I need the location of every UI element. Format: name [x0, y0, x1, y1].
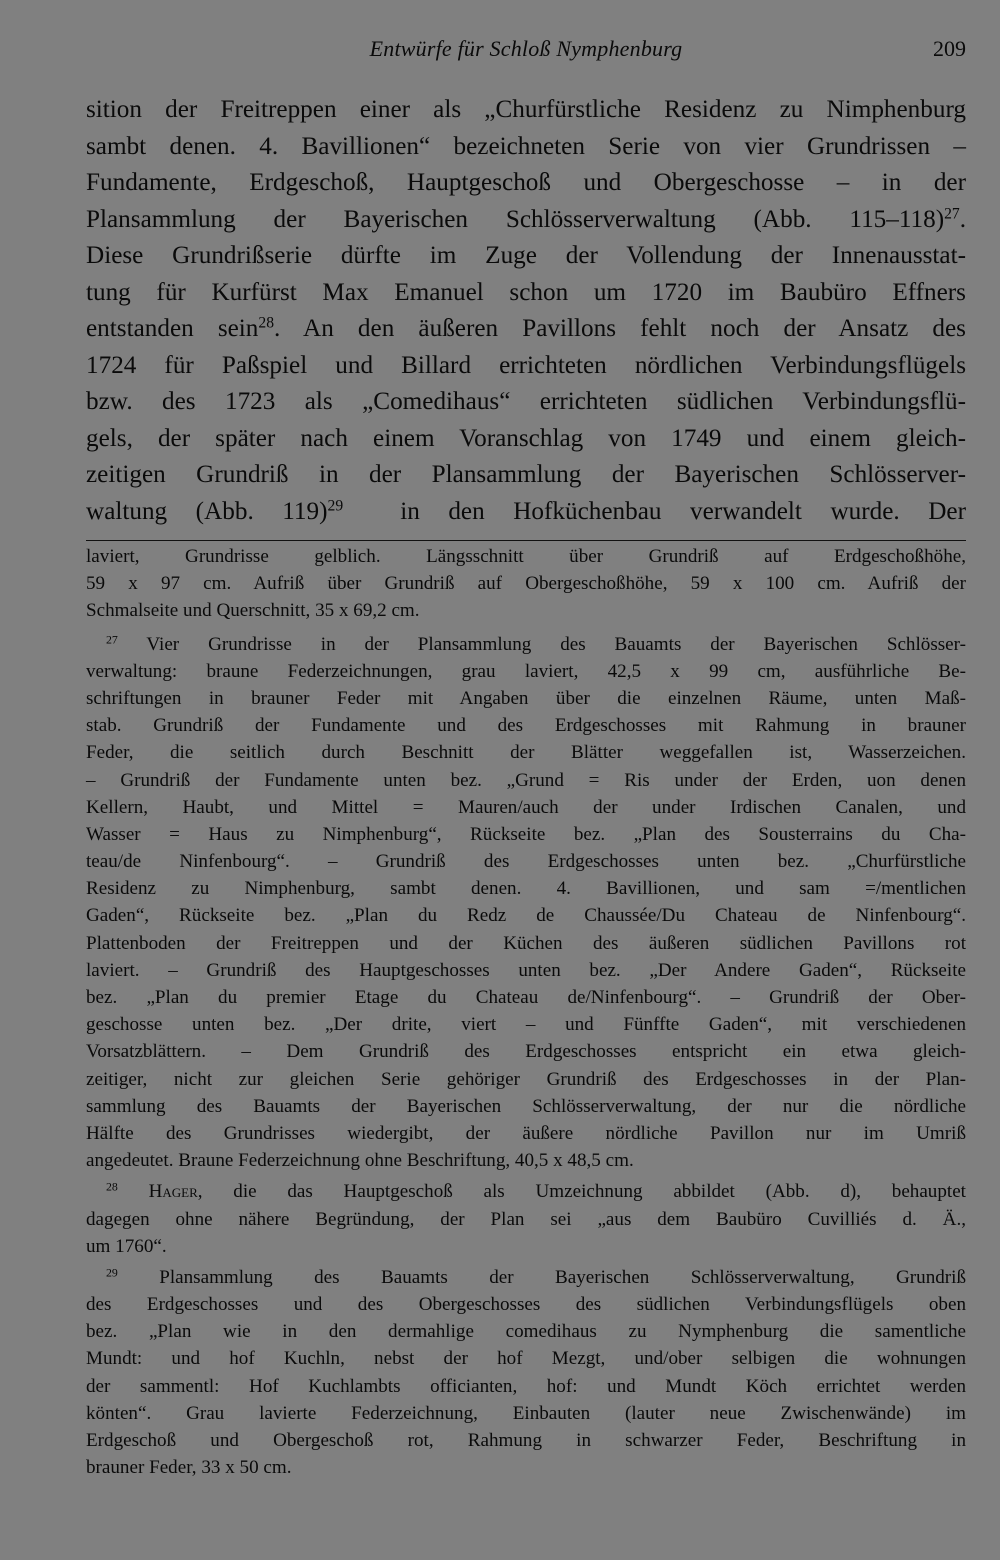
running-head — [86, 36, 966, 68]
footnote-line: sammlung des Bauamts der Bayerischen Schlösserverwaltung, der nur die nördliche — [86, 1095, 966, 1117]
footnote-ref: 29 — [327, 496, 344, 514]
footnote-line: bez. „Plan wie in den dermahlige comedihaus zu Nymphenburg die samentliche — [86, 1321, 966, 1343]
footnote-line: $^{27}$ Vier Grundrisse in der Plansammlung des Bauamts der Bayerischen Schlösser- — [106, 632, 966, 655]
footnote-line: könten“. Grau lavierte Federzeichnung, Einbauten (lauter neue Zwischenwände) im — [86, 1402, 966, 1424]
footnote-line: dagegen ohne nähere Begründung, der Plan sei „aus dem Baubüro Cuvilliés d. Ä., — [86, 1208, 966, 1230]
footnote-line: angedeutet. Braune Federzeichnung ohne Beschriftung, 40,5 x 48,5 cm. — [86, 1150, 634, 1172]
footnote-line: Vorsatzblättern. – Dem Grundriß des Erdgeschosses entspricht ein etwa gleich- — [86, 1041, 966, 1063]
footnote-line: Wasser = Haus zu Nimphenburg“, Rückseite bez. „Plan des Sousterrains du Cha- — [86, 823, 966, 845]
body-line: Plansammlung der Bayerischen Schlösserverwaltung (Abb. 115–118)$^{27}$. — [86, 204, 966, 233]
body-line: Fundamente, Erdgeschoß, Hauptgeschoß und Obergeschosse – in der — [86, 169, 966, 196]
body-line: sambt denen. 4. Bavillionen“ bezeichneten Serie von vier Grundrissen – — [86, 132, 966, 160]
footnote-28 — [86, 1178, 966, 1260]
footnote-line: $^{28}$ Hager, die das Hauptgeschoß als Umzeichnung abbildet (Abb. d), behauptet — [106, 1179, 966, 1203]
body-line: gels, der später nach einem Voranschlag von 1749 und einem gleich- — [86, 424, 966, 452]
body-line: waltung (Abb. 119)$^{29}$ in den Hofküchenbau verwandelt wurde. Der — [86, 496, 966, 525]
footnote-line: um 1760“. — [86, 1235, 167, 1257]
body-text — [86, 92, 966, 530]
footnote-line: Erdgeschoß und Obergeschoß rot, Rahmung in schwarzer Feder, Beschriftung in — [86, 1430, 966, 1451]
footnote-line: teau/de Ninfenbourg“. – Grundriß des Erdgeschosses unten bez. „Churfürstliche — [86, 851, 966, 873]
footnote-ref: 27 — [944, 204, 960, 222]
footnote-27 — [86, 631, 966, 1175]
body-line: bzw. des 1723 als „Comedihaus“ errichteten südlichen Verbindungsflü- — [86, 388, 966, 415]
footnote-continued — [86, 543, 966, 625]
footnote-line: 59 x 97 cm. Aufriß über Grundriß auf Obergeschoßhöhe, 59 x 100 cm. Aufriß der — [86, 573, 966, 595]
footnote-line: verwaltung: braune Federzeichnungen, grau laviert, 42,5 x 99 cm, ausführliche Be- — [86, 660, 966, 682]
body-line: 1724 für Paßspiel und Billard errichteten nördlichen Verbindungsflügels — [86, 351, 966, 379]
running-title: Entwürfe für Schloß Nymphenburg — [369, 36, 683, 61]
footnote-line: Gaden“, Rückseite bez. „Plan du Redz de Chaussée/Du Chateau de Ninfenbourg“. — [86, 905, 966, 927]
body-line: tung für Kurfürst Max Emanuel schon um 1720 im Baubüro Effners — [86, 278, 966, 306]
body-line: Diese Grundrißserie dürfte im Zuge der Vollendung der Innenausstat- — [86, 242, 966, 269]
footnote-line: Hälfte des Grundrisses wiedergibt, der äußere nördliche Pavillon nur im Umriß — [86, 1122, 966, 1144]
footnote-line: Plattenboden der Freitreppen und der Küchen des äußeren südlichen Pavillons rot — [86, 932, 966, 954]
footnote-marker: 29 — [106, 1265, 118, 1280]
footnote-line: brauner Feder, 33 x 50 cm. — [86, 1457, 292, 1479]
footnote-line: bez. „Plan du premier Etage du Chateau de/Ninfenbourg“. – Grundriß der Ober- — [86, 987, 966, 1008]
footnote-line: stab. Grundriß der Fundamente und des Erdgeschosses mit Rahmung in brauner — [86, 715, 966, 737]
footnote-line: Schmalseite und Querschnitt, 35 x 69,2 cm. — [86, 600, 420, 622]
body-line: zeitigen Grundriß in der Plansammlung der Bayerischen Schlösserver- — [86, 461, 966, 488]
page-number: 209 — [933, 36, 966, 61]
footnote-line: geschosse unten bez. „Der drite, viert – und Fünffte Gaden“, mit verschiedenen — [86, 1014, 966, 1036]
body-line: sition der Freitreppen einer als „Churfürstliche Residenz zu Nimphenburg — [86, 96, 966, 123]
footnote-line: des Erdgeschosses und des Obergeschosses des südlichen Verbindungsflügels oben — [86, 1294, 966, 1316]
footnote-line: Kellern, Haubt, und Mittel = Mauren/auch der under Irdischen Canalen, und — [86, 796, 966, 818]
footnote-line: $^{29}$ Plansammlung des Bauamts der Bayerischen Schlösserverwaltung, Grundriß — [106, 1265, 966, 1288]
footnote-marker: 27 — [106, 632, 118, 647]
footnote-line: laviert. – Grundriß des Hauptgeschosses unten bez. „Der Andere Gaden“, Rückseite — [86, 959, 966, 981]
author-name: Hager — [148, 1181, 198, 1203]
body-line: entstanden sein$^{28}$. An den äußeren Pavillons fehlt noch der Ansatz des — [86, 314, 966, 342]
footnote-line: der sammentl: Hof Kuchlambts officianten, hof: und Mundt Köch errichtet werden — [86, 1375, 966, 1397]
footnote-line: schriftungen in brauner Feder mit Angaben über die einzelnen Räume, unten Maß- — [86, 687, 966, 709]
footnote-ref: 28 — [258, 314, 275, 332]
footnotes — [86, 543, 966, 1481]
footnote-line: laviert, Grundrisse gelblich. Längsschnitt über Grundriß auf Erdgeschoßhöhe, — [86, 546, 966, 567]
footnote-line: – Grundriß der Fundamente unten bez. „Grund = Ris under der Erden, uon denen — [86, 769, 966, 791]
footnote-line: Residenz zu Nimphenburg, sambt denen. 4. Bavillionen, und sam =/mentlichen — [86, 878, 966, 900]
footnote-line: Mundt: und hof Kuchln, nebst der hof Mezgt, und/ober selbigen die wohnungen — [86, 1348, 966, 1370]
footnote-line: zeitiger, nicht zur gleichen Serie gehöriger Grundriß des Erdgeschosses in der Plan- — [86, 1068, 966, 1090]
footnote-line: Feder, die seitlich durch Beschnitt der Blätter weggefallen ist, Wasserzeichen. — [86, 742, 966, 764]
footnote-divider — [86, 540, 966, 541]
footnote-29 — [86, 1264, 966, 1482]
footnote-marker: 28 — [106, 1179, 118, 1194]
